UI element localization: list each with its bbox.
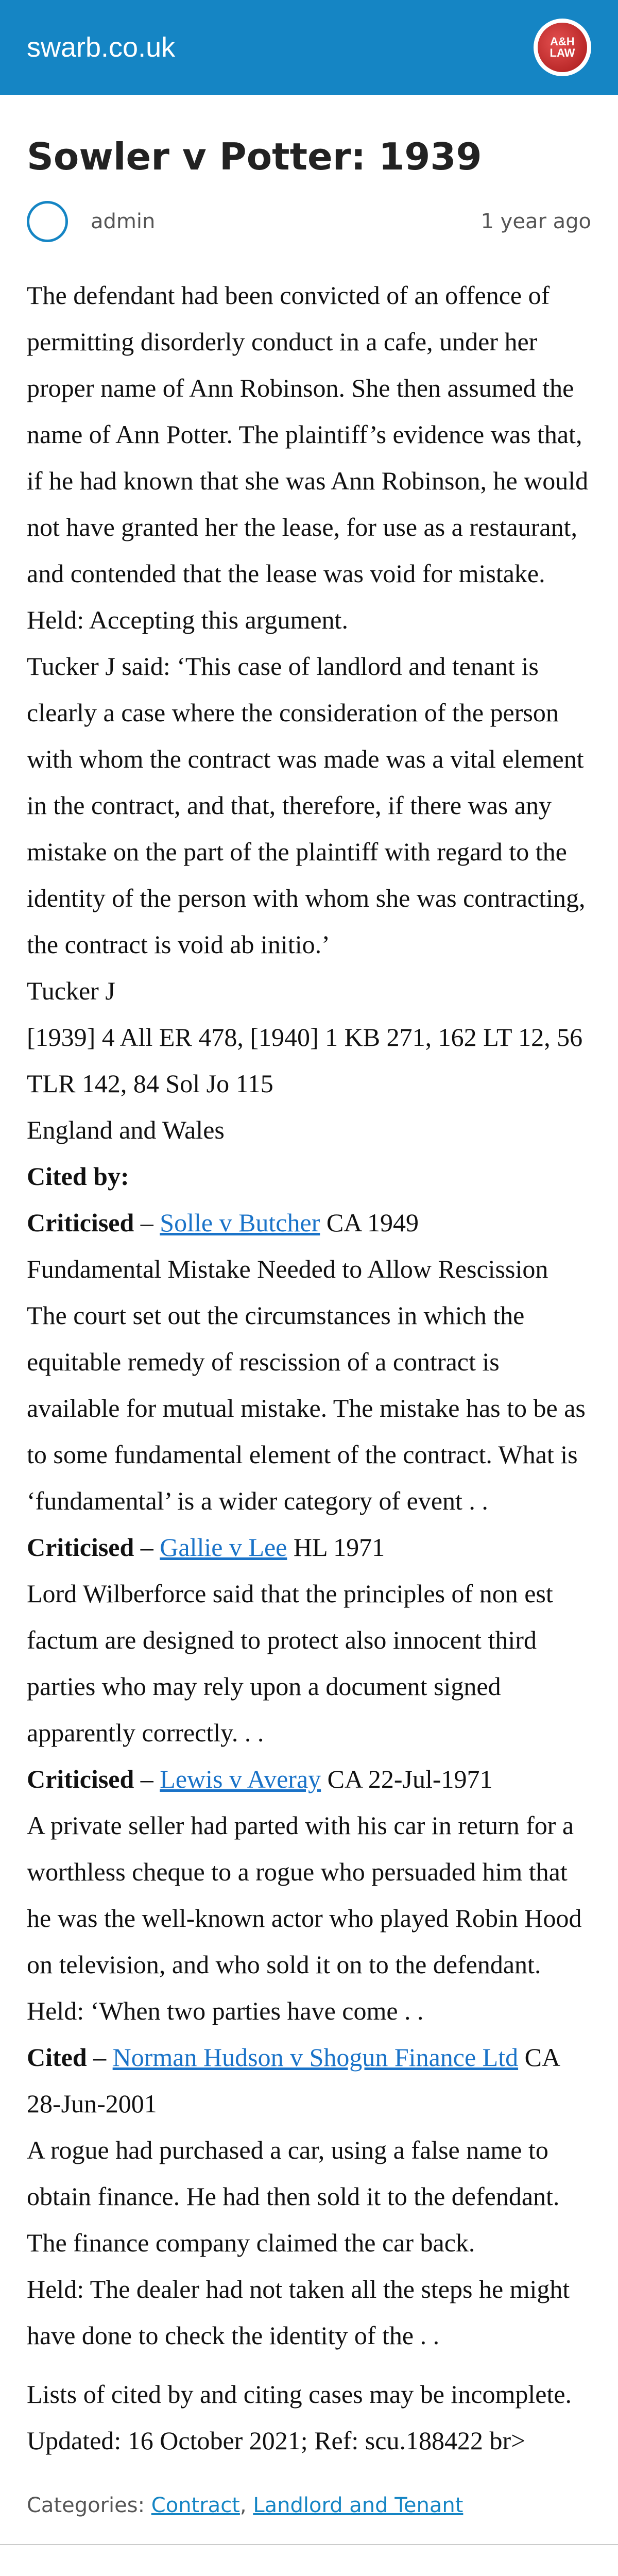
- author-name[interactable]: admin: [91, 210, 156, 233]
- citation-court-date: CA 1949: [320, 1208, 419, 1237]
- page-title: Sowler v Potter: 1939: [27, 135, 482, 178]
- post-date: 1 year ago: [480, 210, 591, 233]
- citation-case-link[interactable]: Solle v Butcher: [160, 1208, 320, 1237]
- citation-entry: [27, 2034, 591, 2359]
- citation-status: Criticised: [27, 1533, 134, 1562]
- citation-case-link[interactable]: Gallie v Lee: [160, 1533, 287, 1562]
- facts-paragraph: The defendant had been convicted of an offence of permitting disorderly conduct in a cafe, under her proper name of Ann Robinson. She then assumed the name of Ann Potter. The plaintiff’s evidence was that, if he had known that she was Ann Robinson, he would not have granted her the lease, for use as a restaurant, and contended that the lease was void for mistake.: [27, 281, 589, 588]
- citation-entry: [27, 1524, 591, 1756]
- citation-summary: Held: The dealer had not taken all the steps he might have done to check the identity of the . .: [27, 2275, 570, 2350]
- category-link-landlord-tenant[interactable]: Landlord and Tenant: [253, 2494, 464, 2517]
- categories-label: Categories:: [27, 2494, 151, 2517]
- jurisdiction: England and Wales: [27, 1115, 225, 1144]
- post-meta: [27, 201, 591, 242]
- judgment-quote: Tucker J said: ‘This case of landlord and tenant is clearly a case where the consideration of the person with whom the contract was made was a vital element in the contract, and that, therefore, if there was any mistake on the part of the plaintiff with regard to the identity of the person with whom she was contracting, the contract is void ab initio.’: [27, 652, 586, 959]
- site-avatar-logo: A&H LAW: [538, 23, 587, 72]
- citation-summary: A rogue had purchased a car, using a false name to obtain finance. He had then sold it to the defendant. The finance company claimed the car back.: [27, 2136, 560, 2257]
- citation-status: Criticised: [27, 1208, 134, 1237]
- citation-summary: A private seller had parted with his car in return for a worthless cheque to a rogue who persuaded him that he was the well-known actor who played Robin Hood on television, and who sold it on to the defendant.: [27, 1811, 582, 1979]
- category-link-contract[interactable]: Contract: [151, 2494, 240, 2517]
- site-footer: [0, 2545, 618, 2576]
- site-title-link[interactable]: swarb.co.uk: [27, 32, 176, 63]
- citation-header: Criticised – Lewis v Averay CA 22-Jul-1971: [27, 1765, 493, 1793]
- citation-case-link[interactable]: Lewis v Averay: [160, 1765, 321, 1793]
- post-categories: Categories: Contract, Landlord and Tenant: [27, 2494, 464, 2517]
- cited-by-heading: Cited by:: [27, 1162, 129, 1191]
- case-citation: [1939] 4 All ER 478, [1940] 1 KB 271, 162 LT 12, 56 TLR 142, 84 Sol Jo 115: [27, 1023, 583, 1098]
- citation-summary: The court set out the circumstances in which the equitable remedy of rescission of a contract is available for mutual mistake. The mistake has to be as to some fundamental element of the contract. What is ‘fundamental’ is a wider category of event . .: [27, 1301, 586, 1515]
- citation-court-date: CA 22-Jul-1971: [321, 1765, 493, 1793]
- citation-court-date: HL 1971: [287, 1533, 385, 1562]
- citation-entry: [27, 1199, 591, 1524]
- citation-status: Cited: [27, 2043, 87, 2072]
- citation-case-link[interactable]: Norman Hudson v Shogun Finance Ltd: [112, 2043, 519, 2072]
- citation-summary: Lord Wilberforce said that the principles of non est factum are designed to protect also innocent third parties who may rely upon a document signed apparently correctly. . .: [27, 1579, 553, 1747]
- lists-note: Lists of cited by and citing cases may be incomplete.: [27, 2380, 572, 2409]
- article: [0, 135, 618, 2517]
- citation-summary: Held: ‘When two parties have come . .: [27, 1996, 424, 2025]
- citation-status: Criticised: [27, 1765, 134, 1793]
- citation-entry: [27, 1756, 591, 2034]
- site-avatar[interactable]: [534, 19, 591, 76]
- site-header: [0, 0, 618, 95]
- citation-header: Criticised – Gallie v Lee HL 1971: [27, 1533, 385, 1562]
- judge-name: Tucker J: [27, 976, 115, 1005]
- citation-header: Cited – Norman Hudson v Shogun Finance Ltd CA 28-Jun-2001: [27, 2043, 559, 2118]
- citation-summary: Fundamental Mistake Needed to Allow Rescission: [27, 1255, 548, 1283]
- post-body: [27, 272, 591, 2464]
- updated-ref: Updated: 16 October 2021; Ref: scu.188422 br>: [27, 2426, 526, 2455]
- citation-header: Criticised – Solle v Butcher CA 1949: [27, 1208, 419, 1237]
- author-avatar-icon[interactable]: [27, 201, 68, 242]
- citation-court-date: CA 28-Jun-2001: [27, 2043, 559, 2118]
- held-paragraph: Held: Accepting this argument.: [27, 605, 348, 634]
